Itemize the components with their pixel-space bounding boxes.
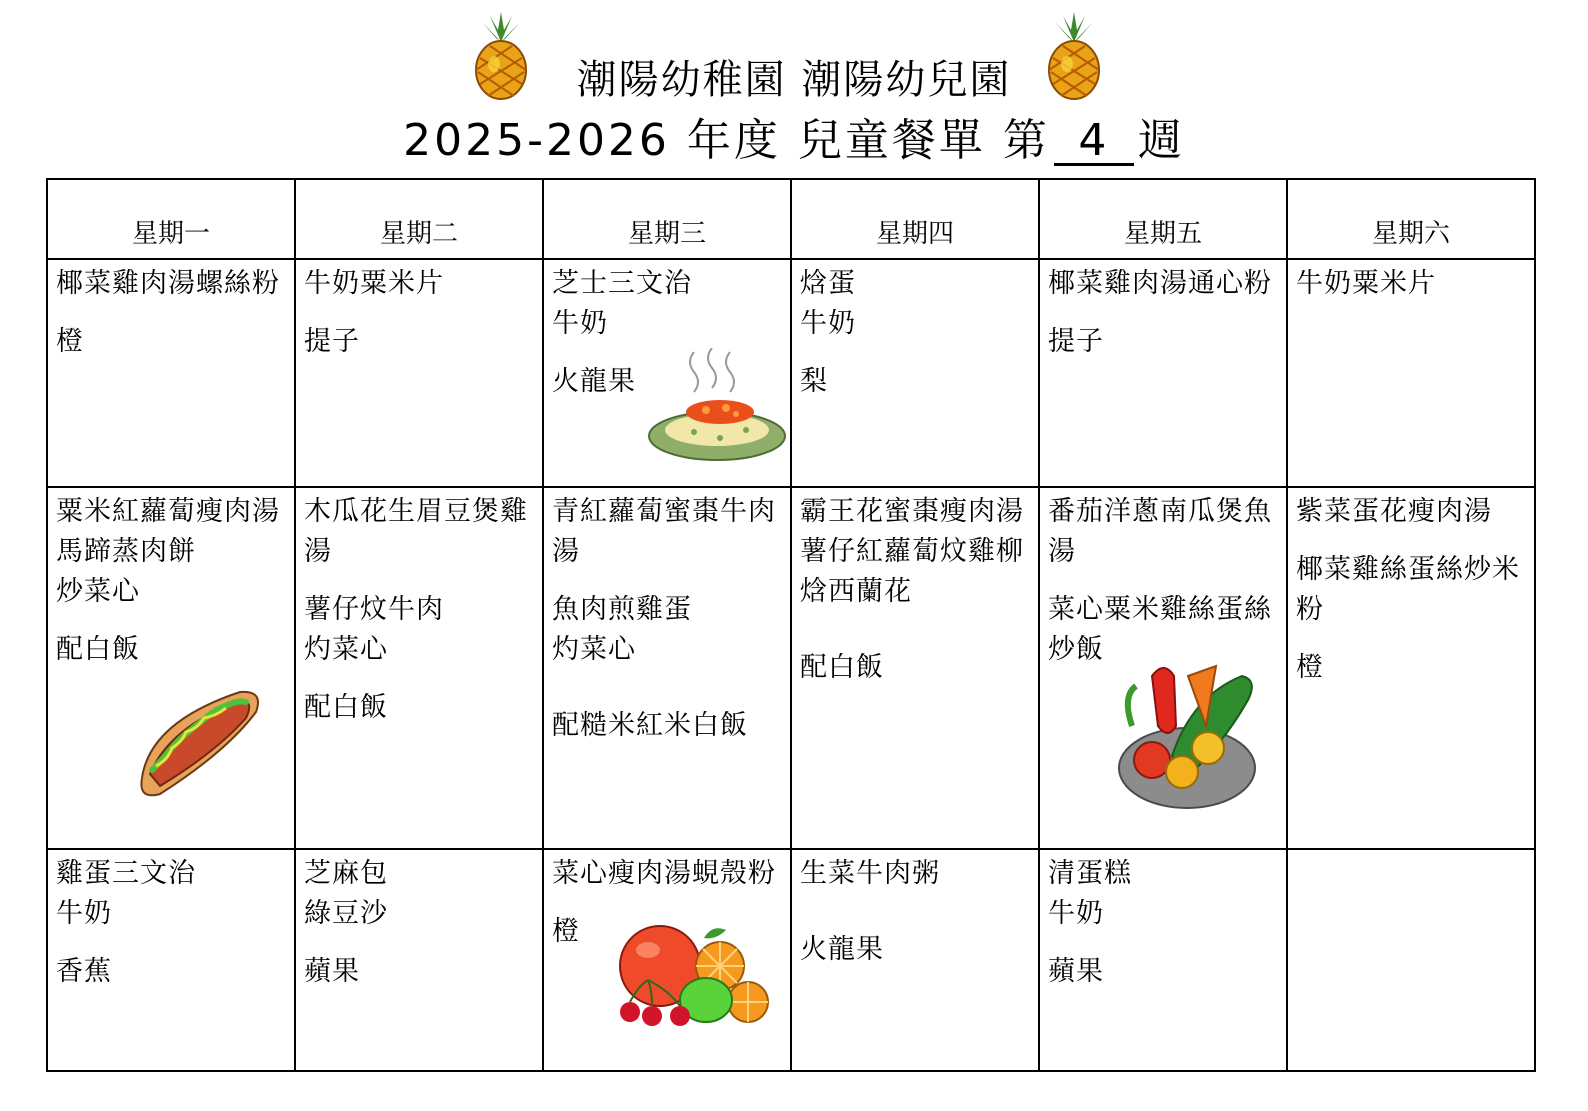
menu-cell: [295, 487, 543, 849]
menu-item: 薯仔炆牛肉: [304, 594, 444, 625]
menu-row: [47, 487, 1535, 849]
hotdog-icon: [130, 682, 268, 802]
menu-cell: [47, 849, 295, 1071]
day-header: 星期三: [543, 179, 791, 259]
menu-item: 芝麻包: [304, 858, 388, 889]
menu-item: 牛奶粟米片: [304, 268, 444, 299]
menu-item: 牛奶: [56, 898, 112, 929]
menu-item: 橙: [552, 916, 580, 947]
menu-item: 生菜牛肉粥: [800, 858, 940, 889]
menu-item: 炒菜心: [56, 576, 140, 607]
menu-item: 提子: [1048, 326, 1104, 357]
menu-item: 焓西蘭花: [800, 576, 912, 607]
menu-item: 蘋果: [304, 956, 360, 987]
school-name: 潮陽幼稚園 潮陽幼兒園: [576, 57, 1012, 103]
day-header: 星期四: [791, 179, 1039, 259]
menu-item: 木瓜花生眉豆煲雞湯: [304, 496, 528, 567]
menu-item: 青紅蘿蔔蜜棗牛肉湯: [552, 496, 776, 567]
day-header: 星期五: [1039, 179, 1287, 259]
menu-item: 椰菜雞肉湯通心粉: [1048, 268, 1272, 299]
menu-item: 馬蹄蒸肉餅: [56, 536, 196, 567]
menu-item: 綠豆沙: [304, 898, 388, 929]
menu-row: [47, 259, 1535, 487]
menu-item: 菜心粟米雞絲蛋絲炒飯: [1048, 594, 1272, 665]
menu-cell: [47, 259, 295, 487]
menu-item: 菜心瘦肉湯蜆殼粉: [552, 858, 776, 889]
menu-title: [0, 104, 1588, 168]
noodle-plate-icon: [646, 348, 788, 464]
year-title: 2025-2026 年度 兒童餐單 第: [403, 115, 1050, 166]
menu-cell: [791, 849, 1039, 1071]
menu-item: 薯仔紅蘿蔔炆雞柳: [800, 536, 1024, 567]
menu-item: 牛奶: [552, 308, 608, 339]
menu-item: 番茄洋蔥南瓜煲魚湯: [1048, 496, 1272, 567]
menu-item: 芝士三文治: [552, 268, 692, 299]
menu-item: 橙: [1296, 652, 1324, 683]
menu-cell: [1039, 259, 1287, 487]
day-header: 星期一: [47, 179, 295, 259]
menu-item: 椰菜雞肉湯螺絲粉: [56, 268, 280, 299]
day-header-row: [47, 179, 1535, 259]
menu-item: 火龍果: [800, 934, 884, 965]
menu-item: 清蛋糕: [1048, 858, 1132, 889]
week-suffix: 週: [1137, 115, 1185, 166]
menu-item: 梨: [800, 366, 828, 397]
menu-item: 牛奶粟米片: [1296, 268, 1436, 299]
menu-item: 配白飯: [304, 692, 388, 723]
menu-row: [47, 849, 1535, 1071]
menu-item: 牛奶: [1048, 898, 1104, 929]
menu-item: 火龍果: [552, 366, 636, 397]
day-header: 星期六: [1287, 179, 1535, 259]
menu-item: 灼菜心: [304, 634, 388, 665]
menu-item: 配糙米紅米白飯: [552, 710, 748, 741]
menu-cell: [791, 487, 1039, 849]
menu-item: 紫菜蛋花瘦肉湯: [1296, 496, 1492, 527]
menu-item: 霸王花蜜棗瘦肉湯: [800, 496, 1024, 527]
menu-cell: [295, 849, 543, 1071]
menu-item: 焓蛋: [800, 268, 856, 299]
menu-item: 灼菜心: [552, 634, 636, 665]
day-header: 星期二: [295, 179, 543, 259]
vegetable-bowl-icon: [1112, 656, 1262, 812]
week-number: 4: [1054, 119, 1134, 166]
menu-cell: [295, 259, 543, 487]
menu-cell: [791, 259, 1039, 487]
menu-item: 魚肉煎雞蛋: [552, 594, 692, 625]
menu-item: 橙: [56, 326, 84, 357]
menu-item: 椰菜雞絲蛋絲炒米粉: [1296, 554, 1520, 625]
menu-cell: [1287, 259, 1535, 487]
menu-cell: [1287, 849, 1535, 1071]
menu-header: [0, 0, 1588, 180]
menu-item: 提子: [304, 326, 360, 357]
menu-item: 粟米紅蘿蔔瘦肉湯: [56, 496, 280, 527]
menu-cell: [1039, 849, 1287, 1071]
menu-item: 配白飯: [800, 652, 884, 683]
menu-cell: [543, 487, 791, 849]
menu-cell: [1287, 487, 1535, 849]
menu-item: 雞蛋三文治: [56, 858, 196, 889]
menu-item: 香蕉: [56, 956, 112, 987]
menu-item: 牛奶: [800, 308, 856, 339]
menu-item: 蘋果: [1048, 956, 1104, 987]
fruit-pile-icon: [608, 920, 778, 1028]
menu-item: 配白飯: [56, 634, 140, 665]
weekly-menu-table: [46, 178, 1536, 1072]
